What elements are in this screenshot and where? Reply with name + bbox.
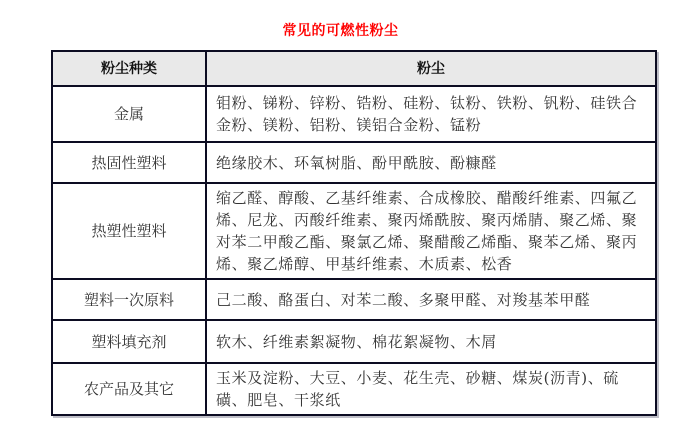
row-category: 塑料一次原料 — [52, 279, 206, 320]
header-dust-category: 粉尘种类 — [52, 51, 206, 86]
table-row — [52, 363, 656, 415]
row-category: 塑料填充剂 — [52, 320, 206, 363]
row-dust-items: 绝缘胶木、环氧树脂、酚甲酰胺、酚糠醛 — [206, 142, 656, 183]
header-dust: 粉尘 — [206, 51, 656, 86]
table-row — [52, 142, 656, 183]
row-dust-items: 缩乙醛、醇酸、乙基纤维素、合成橡胶、醋酸纤维素、四氟乙烯、尼龙、丙酸纤维素、聚丙烯酰胺、聚丙烯腈、聚乙烯、聚对苯二甲酸乙酯、聚氯乙烯、聚醋酸乙烯酯、聚苯乙烯、聚丙烯、聚乙烯醇、甲基纤维素、木质素、松香 — [206, 183, 656, 279]
row-dust-items: 钼粉、锑粉、锌粉、锆粉、硅粉、钛粉、铁粉、钒粉、硅铁合金粉、镁粉、铝粉、镁铝合金粉、锰粉 — [206, 86, 656, 142]
table-header-row — [52, 51, 656, 86]
table-row — [52, 183, 656, 279]
table-row — [52, 320, 656, 363]
row-dust-items: 软木、纤维素絮凝物、棉花絮凝物、木屑 — [206, 320, 656, 363]
table-row — [52, 279, 656, 320]
table-row — [52, 86, 656, 142]
row-category: 金属 — [52, 86, 206, 142]
row-category: 农产品及其它 — [52, 363, 206, 415]
row-dust-items: 玉米及淀粉、大豆、小麦、花生壳、砂糖、煤炭(沥青)、硫磺、肥皂、干浆纸 — [206, 363, 656, 415]
row-category: 热固性塑料 — [52, 142, 206, 183]
row-category: 热塑性塑料 — [52, 183, 206, 279]
combustible-dust-table — [51, 50, 657, 416]
row-dust-items: 己二酸、酪蛋白、对苯二酸、多聚甲醛、对羧基苯甲醛 — [206, 279, 656, 320]
document-title: 常见的可燃性粉尘 — [282, 23, 399, 39]
